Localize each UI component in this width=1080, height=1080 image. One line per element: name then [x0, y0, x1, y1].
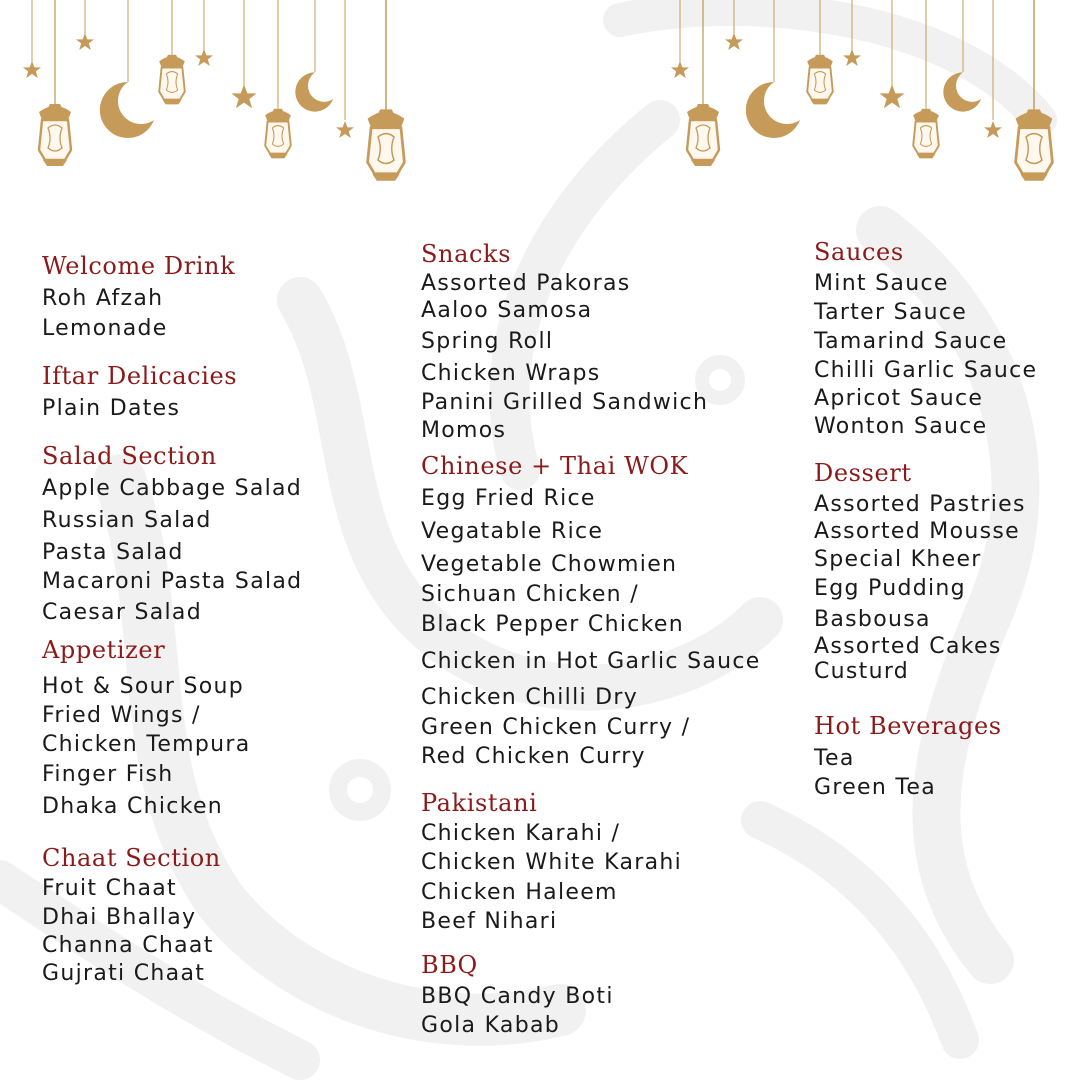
menu-item: Pasta Salad	[42, 540, 184, 565]
section-title-welcome-drink: Welcome Drink	[42, 252, 236, 280]
menu-item: Basbousa	[814, 607, 931, 632]
menu-item: Assorted Pastries	[814, 492, 1026, 517]
menu-item: Egg Pudding	[814, 576, 966, 601]
star-icon	[671, 61, 689, 78]
menu-item: Apricot Sauce	[814, 386, 984, 411]
menu-item: Assorted Mousse	[814, 519, 1020, 544]
menu-item: Roh Afzah	[42, 286, 164, 311]
menu-item: Aaloo Samosa	[421, 298, 593, 323]
section-title-dessert: Dessert	[814, 459, 912, 487]
menu-item: Special Kheer	[814, 547, 982, 572]
menu-item: Chilli Garlic Sauce	[814, 358, 1038, 383]
menu-item: Vegatable Rice	[421, 519, 604, 544]
menu-item: BBQ Candy Boti	[421, 984, 614, 1009]
section-title-bbq: BBQ	[421, 951, 478, 979]
menu-item: Macaroni Pasta Salad	[42, 569, 303, 594]
menu-item: Dhaka Chicken	[42, 794, 224, 819]
menu-item: Green Chicken Curry /	[421, 715, 691, 740]
crescent-moon-icon	[746, 82, 800, 138]
menu-item: Mint Sauce	[814, 271, 949, 296]
star-icon	[843, 49, 861, 66]
lantern-icon	[1016, 0, 1053, 181]
menu-item: Custurd	[814, 659, 910, 684]
menu-item: Assorted Pakoras	[421, 271, 631, 296]
lantern-icon	[159, 0, 185, 104]
menu-item: Chicken White Karahi	[421, 850, 683, 875]
menu-item: Hot & Sour Soup	[42, 674, 245, 699]
lantern-icon	[265, 0, 291, 158]
section-title-appetizer: Appetizer	[42, 636, 166, 664]
menu-item: Fruit Chaat	[42, 876, 177, 901]
menu-item: Tarter Sauce	[814, 300, 968, 325]
menu-item: Apple Cabbage Salad	[42, 476, 303, 501]
menu-item: Sichuan Chicken /	[421, 582, 639, 607]
menu-item: Lemonade	[42, 316, 168, 341]
hanging-lanterns-right	[660, 0, 1080, 200]
star-icon	[23, 61, 41, 78]
menu-item: Chicken Chilli Dry	[421, 685, 639, 710]
menu-item: Tea	[814, 746, 855, 771]
section-title-chaat-section: Chaat Section	[42, 844, 221, 872]
section-title-salad-section: Salad Section	[42, 442, 217, 470]
section-title-snacks: Snacks	[421, 240, 512, 268]
menu-item: Chicken Wraps	[421, 361, 601, 386]
section-title-hot-beverages: Hot Beverages	[814, 712, 1002, 740]
menu-item: Assorted Cakes	[814, 634, 1002, 659]
menu-item: Chicken in Hot Garlic Sauce	[421, 649, 761, 674]
menu-item: Vegetable Chowmien	[421, 552, 678, 577]
star-icon	[725, 33, 743, 50]
hanging-lanterns-left	[0, 0, 420, 200]
star-icon	[231, 84, 256, 108]
menu-item: Red Chicken Curry	[421, 744, 646, 769]
menu-item: Panini Grilled Sandwich	[421, 390, 709, 415]
lantern-icon	[39, 0, 71, 166]
menu-item: Caesar Salad	[42, 600, 202, 625]
star-icon	[195, 49, 213, 66]
menu-item: Finger Fish	[42, 762, 174, 787]
menu-item: Plain Dates	[42, 396, 181, 421]
menu-item: Channa Chaat	[42, 933, 214, 958]
menu-item: Gola Kabab	[421, 1013, 561, 1038]
lantern-icon	[687, 0, 719, 166]
crescent-moon-icon	[100, 82, 154, 138]
menu-item: Chicken Karahi /	[421, 821, 621, 846]
menu-item: Gujrati Chaat	[42, 961, 206, 986]
lantern-icon	[807, 0, 833, 104]
lantern-icon	[913, 0, 939, 158]
menu-item: Beef Nihari	[421, 909, 558, 934]
star-icon	[879, 84, 904, 108]
menu-item: Tamarind Sauce	[814, 329, 1008, 354]
menu-item: Black Pepper Chicken	[421, 612, 684, 637]
crescent-moon-icon	[943, 72, 981, 111]
section-title-iftar-delicacies: Iftar Delicacies	[42, 362, 238, 390]
menu-item: Fried Wings /	[42, 703, 201, 728]
menu-item: Egg Fried Rice	[421, 486, 596, 511]
crescent-moon-icon	[295, 72, 333, 111]
menu-item: Chicken Tempura	[42, 732, 251, 757]
star-icon	[76, 33, 94, 50]
section-title-pakistani: Pakistani	[421, 789, 538, 817]
menu-item: Spring Roll	[421, 329, 554, 354]
menu-item: Dhai Bhallay	[42, 905, 197, 930]
menu-item: Chicken Haleem	[421, 880, 618, 905]
star-icon	[984, 121, 1002, 138]
section-title-chinese-thai-wok: Chinese + Thai WOK	[421, 452, 689, 480]
menu-item: Green Tea	[814, 775, 937, 800]
section-title-sauces: Sauces	[814, 238, 904, 266]
menu-item: Wonton Sauce	[814, 414, 988, 439]
menu-item: Russian Salad	[42, 508, 212, 533]
star-icon	[336, 121, 354, 138]
lantern-icon	[368, 0, 405, 181]
menu-item: Momos	[421, 418, 507, 443]
